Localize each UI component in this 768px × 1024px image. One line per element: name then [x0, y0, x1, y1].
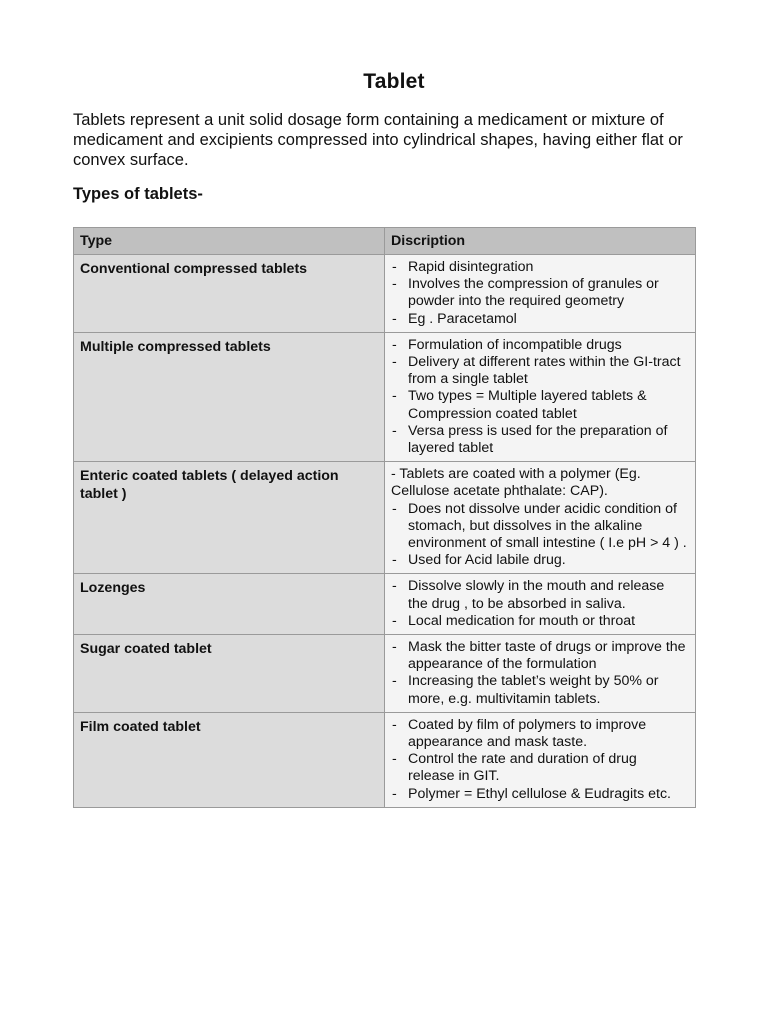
dash-bullet-icon: -	[392, 422, 397, 439]
tablet-type-cell: Multiple compressed tablets	[74, 332, 385, 461]
column-header-description: Discription	[385, 228, 696, 255]
description-item	[391, 354, 687, 388]
dash-bullet-icon: -	[392, 310, 397, 327]
page-title: Tablet	[363, 70, 425, 93]
description-item-text: Two types = Multiple layered tablets & Compression coated tablet	[408, 388, 647, 422]
description-cell	[385, 635, 696, 713]
description-item	[391, 337, 687, 354]
description-item-text: Does not dissolve under acidic condition of stomach, but dissolves in the alkaline environment of small intestine ( I.e pH > 4 ) .	[408, 500, 687, 552]
description-item	[391, 259, 687, 276]
description-cell	[385, 574, 696, 635]
description-cell	[385, 462, 696, 574]
dash-bullet-icon: -	[392, 578, 397, 595]
description-item	[391, 613, 687, 630]
description-item	[391, 501, 687, 553]
section-heading: Types of tablets-	[73, 185, 203, 203]
description-item-text: Local medication for mouth or throat	[408, 612, 636, 629]
description-lead-text: - Tablets are coated with a polymer (Eg. Cellulose acetate phthalate: CAP).	[391, 466, 641, 500]
description-list	[391, 717, 687, 803]
dash-bullet-icon: -	[392, 716, 397, 733]
dash-bullet-icon: -	[392, 751, 397, 768]
tablet-type-cell: Lozenges	[74, 574, 385, 635]
tablet-type-cell: Enteric coated tablets ( delayed action tablet )	[74, 462, 385, 574]
table-row	[74, 332, 696, 461]
dash-bullet-icon: -	[392, 388, 397, 405]
table-row	[74, 574, 696, 635]
description-cell	[385, 255, 696, 333]
description-item	[391, 578, 687, 612]
dash-bullet-icon: -	[392, 354, 397, 371]
table-row	[74, 462, 696, 574]
description-item	[391, 786, 687, 803]
description-item-text: Rapid disintegration	[408, 259, 534, 275]
table-row	[74, 255, 696, 333]
tablet-type-cell: Film coated tablet	[74, 712, 385, 807]
description-item	[391, 673, 687, 707]
description-item-text: Formulation of incompatible drugs	[408, 336, 622, 353]
dash-bullet-icon: -	[392, 336, 397, 353]
tablet-types-table	[73, 227, 696, 808]
dash-bullet-icon: -	[392, 639, 397, 656]
dash-bullet-icon: -	[392, 500, 397, 517]
description-item-text: Eg . Paracetamol	[408, 310, 517, 327]
dash-bullet-icon: -	[392, 673, 397, 690]
dash-bullet-icon: -	[392, 259, 397, 275]
description-cell	[385, 332, 696, 461]
description-list	[391, 578, 687, 630]
description-item-text: Mask the bitter taste of drugs or improve the appearance of the formulation	[408, 639, 686, 673]
description-item	[391, 423, 687, 457]
description-item-text: Involves the compression of granules or powder into the required geometry	[408, 276, 659, 310]
description-item-text: Dissolve slowly in the mouth and release the drug , to be absorbed in saliva.	[408, 578, 665, 612]
table-body	[74, 255, 696, 808]
description-item	[391, 388, 687, 422]
description-item	[391, 717, 687, 751]
dash-bullet-icon: -	[392, 785, 397, 802]
description-list	[391, 337, 687, 457]
description-list	[391, 501, 687, 570]
description-item	[391, 552, 687, 569]
description-item-text: Control the rate and duration of drug release in GIT.	[408, 751, 637, 785]
description-item-text: Polymer = Ethyl cellulose & Eudragits etc.	[408, 785, 671, 802]
description-list	[391, 259, 687, 328]
dash-bullet-icon: -	[392, 276, 397, 293]
description-item-text: Increasing the tablet’s weight by 50% or more, e.g. multivitamin tablets.	[408, 673, 659, 707]
description-item	[391, 639, 687, 673]
table-header-row	[74, 228, 696, 255]
description-list	[391, 639, 687, 708]
description-item-text: Used for Acid labile drug.	[408, 552, 566, 569]
intro-paragraph: Tablets represent a unit solid dosage form containing a medicament or mixture of medicament and excipients compressed into cylindrical shapes, having either flat or convex surface.	[73, 111, 683, 169]
description-item	[391, 311, 687, 328]
table-row	[74, 712, 696, 807]
description-item-text: Coated by film of polymers to improve appearance and mask taste.	[408, 716, 647, 751]
dash-bullet-icon: -	[392, 612, 397, 629]
column-header-type: Type	[74, 228, 385, 255]
table-row	[74, 635, 696, 713]
description-item-text: Delivery at different rates within the GI-tract from a single tablet	[408, 354, 681, 388]
description-item-text: Versa press is used for the preparation of layered tablet	[408, 422, 668, 457]
description-cell	[385, 712, 696, 807]
tablet-type-cell: Conventional compressed tablets	[74, 255, 385, 333]
dash-bullet-icon: -	[392, 552, 397, 569]
description-item	[391, 276, 687, 310]
description-item	[391, 751, 687, 785]
tablet-type-cell: Sugar coated tablet	[74, 635, 385, 713]
